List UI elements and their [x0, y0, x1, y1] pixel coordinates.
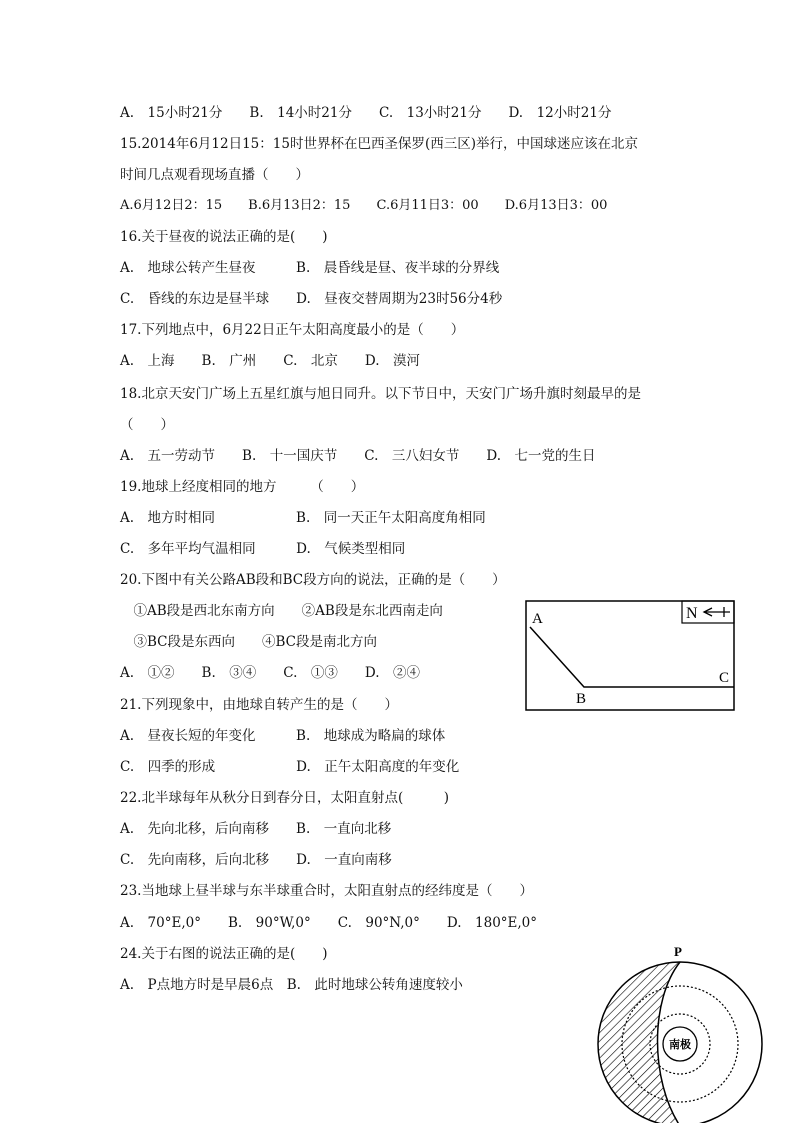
north-label: N — [686, 605, 698, 622]
q18-stem-2: （ ） — [120, 417, 174, 433]
q20-options: A. ①② B. ③④ C. ①③ D. ②④ — [120, 665, 421, 681]
point-p-label: P — [674, 944, 682, 959]
point-b-label: B — [576, 691, 587, 707]
q18-stem-1: 18.北京天安门广场上五星红旗与旭日同升。以下节日中，天安门广场升旗时刻最早的是 — [120, 386, 641, 402]
q21-options-ab: A. 昼夜长短的年变化 B. 地球成为略扁的球体 — [120, 728, 446, 744]
q19-stem: 19.地球上经度相同的地方 （ ） — [120, 479, 365, 495]
q16-options-cd: C. 昏线的东边是昼半球 D. 昼夜交替周期为23时56分4秒 — [120, 291, 503, 307]
q22-stem: 22.北半球每年从秋分日到春分日，太阳直射点( ) — [120, 790, 450, 806]
q15-options: A.6月12日2：15 B.6月13日2：15 C.6月11日3：00 D.6月13日3：00 — [120, 198, 608, 213]
q16-stem: 16.关于昼夜的说法正确的是( ) — [120, 229, 328, 245]
q22-options-ab: A. 先向北移，后向南移 B. 一直向北移 — [120, 821, 392, 837]
q19-options-cd: C. 多年平均气温相同 D. 气候类型相同 — [120, 541, 406, 557]
q15-stem-1: 15.2014年6月12日15：15时世界杯在巴西圣保罗(西三区)举行，中国球迷应该在北京 — [120, 136, 638, 152]
q19-options-ab: A. 地方时相同 B. 同一天正午太阳高度角相同 — [120, 510, 486, 526]
point-a-label: A — [532, 611, 543, 627]
q23-options: A. 70°E,0° B. 90°W,0° C. 90°N,0° D. 180°E,0° — [120, 915, 538, 931]
polar-view-figure — [590, 940, 770, 1123]
south-pole-label: 南极 — [669, 1038, 691, 1051]
q21-stem: 21.下列现象中，由地球自转产生的是（ ） — [120, 697, 398, 713]
q23-stem: 23.当地球上昼半球与东半球重合时，太阳直射点的经纬度是（ ） — [120, 883, 533, 899]
point-c-label: C — [719, 670, 730, 686]
q20-statements-1: ①AB段是西北东南方向 ②AB段是东北西南走向 — [120, 603, 443, 619]
q14-options: A. 15小时21分 B. 14小时21分 C. 13小时21分 D. 12小时21分 — [120, 105, 612, 121]
q22-options-cd: C. 先向南移，后向北移 D. 一直向南移 — [120, 852, 392, 868]
q17-options: A. 上海 B. 广州 C. 北京 D. 漠河 — [120, 353, 421, 369]
road-direction-figure — [524, 598, 738, 714]
q20-statements-2: ③BC段是东西向 ④BC段是南北方向 — [120, 634, 378, 650]
q24-options-ab: A. P点地方时是早晨6点 B. 此时地球公转角速度较小 — [120, 977, 463, 993]
q16-options-ab: A. 地球公转产生昼夜 B. 晨昏线是昼、夜半球的分界线 — [120, 260, 500, 276]
q24-stem: 24.关于右图的说法正确的是( ) — [120, 946, 328, 962]
q17-stem: 17.下列地点中，6月22日正午太阳高度最小的是（ ） — [120, 322, 465, 338]
q15-stem-2: 时间几点观看现场直播（ ） — [120, 167, 309, 183]
q20-stem: 20.下图中有关公路AB段和BC段方向的说法，正确的是（ ） — [120, 572, 506, 588]
q21-options-cd: C. 四季的形成 D. 正午太阳高度的年变化 — [120, 759, 460, 775]
q18-options: A. 五一劳动节 B. 十一国庆节 C. 三八妇女节 D. 七一党的生日 — [120, 448, 596, 464]
